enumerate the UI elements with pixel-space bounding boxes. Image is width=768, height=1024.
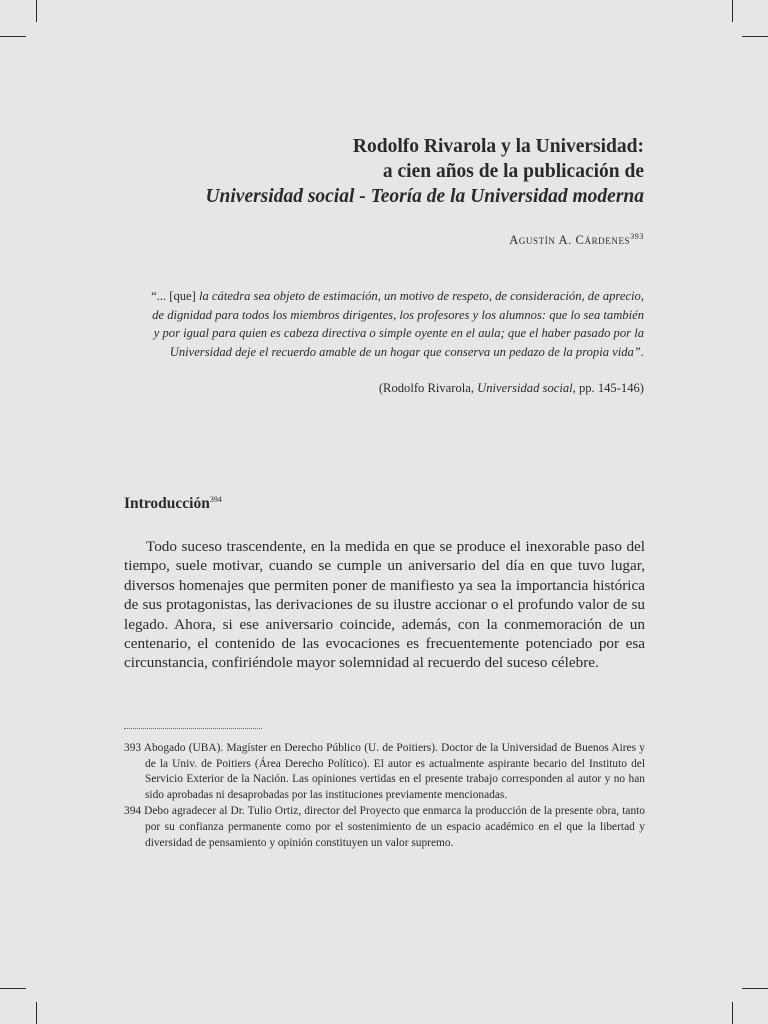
title-line-2: a cien años de la publicación de xyxy=(382,161,644,182)
author-name: Agustín A. Cárdenes xyxy=(509,233,631,248)
epigraph-citation xyxy=(379,379,644,398)
title-line-3: Universidad social - Teoría de la Universidad moderna xyxy=(205,186,644,207)
body-paragraph: Todo suceso trascendente, en la medida en que se produce el inexorable paso del tiempo, suele motivar, cuando se cumple un aniversario del día en que tuvo lugar, diversos homenajes que permiten poner de manifiesto ya sea la importancia histórica de sus protagonistas, las derivaciones de su ilustre accionar o el profundo valor de su legado. Ahora, si ese aniversario coincide, además, con la conmemoración de un centenario, el contenido de las evocaciones es frecuentemente potenciado por esa circunstancia, confiriéndole mayor solemnidad al recuerdo del suceso célebre. xyxy=(124,538,645,672)
crop-mark-bottom-left-horizontal xyxy=(0,988,26,989)
footnote-394: 394 Debo agradecer al Dr. Tulio Ortiz, director del Proyecto que enmarca la producción de la presente obra, tanto por su confianza permanente como por el sostenimiento de un espacio académico en el que la libertad y diversidad de pensamiento y opinión constituyen un valor supremo. xyxy=(124,805,645,849)
crop-mark-top-right-horizontal xyxy=(742,36,768,37)
crop-mark-bottom-right-horizontal xyxy=(742,988,768,989)
title-line-1: Rodolfo Rivarola y la Universidad: xyxy=(352,136,644,157)
section-heading-text: Introducción xyxy=(124,495,210,513)
citation-author: (Rodolfo Rivarola, xyxy=(378,381,478,395)
section-heading xyxy=(124,495,222,513)
crop-mark-bottom-right-vertical xyxy=(732,1002,733,1024)
crop-mark-top-left-horizontal xyxy=(0,36,26,37)
author-byline xyxy=(509,232,644,248)
footnote-separator xyxy=(124,728,262,729)
article-title xyxy=(84,134,644,209)
footnotes xyxy=(124,741,645,852)
crop-mark-top-left-vertical xyxy=(36,0,37,22)
author-footnote-ref: 393 xyxy=(630,232,644,241)
crop-mark-bottom-left-vertical xyxy=(36,1002,37,1024)
citation-work: Universidad social xyxy=(477,381,573,395)
epigraph-text: la cátedra sea objeto de estimación, un motivo de respeto, de consideración, de aprecio, de dignidad para todos los miembros dirigentes, los profesores y los alumnos: que lo sea también y por igual para quien es cabeza directiva o simple oyente en el aula; que el haber pasado por la Universidad deje el recuerdo amable de un hogar que conserva un pedazo de la propia vida”. xyxy=(152,289,644,359)
citation-pages: , pp. 145-146) xyxy=(572,381,644,395)
crop-mark-top-right-vertical xyxy=(732,0,733,22)
epigraph-quote xyxy=(144,287,644,361)
section-footnote-ref: 394 xyxy=(209,495,222,504)
footnote-393: 393 Abogado (UBA). Magíster en Derecho Público (U. de Poitiers). Doctor de la Universidad de Buenos Aires y de la Univ. de Poitiers (Área Derecho Político). El autor es actualmente aspirante becario del Instituto del Servicio Exterior de la Nación. Las opiniones vertidas en el presente trabajo corresponden al autor y no han sido aprobadas ni desaprobadas por las instituciones previamente mencionadas. xyxy=(124,742,645,801)
epigraph-prefix: “... [que] xyxy=(151,289,196,303)
